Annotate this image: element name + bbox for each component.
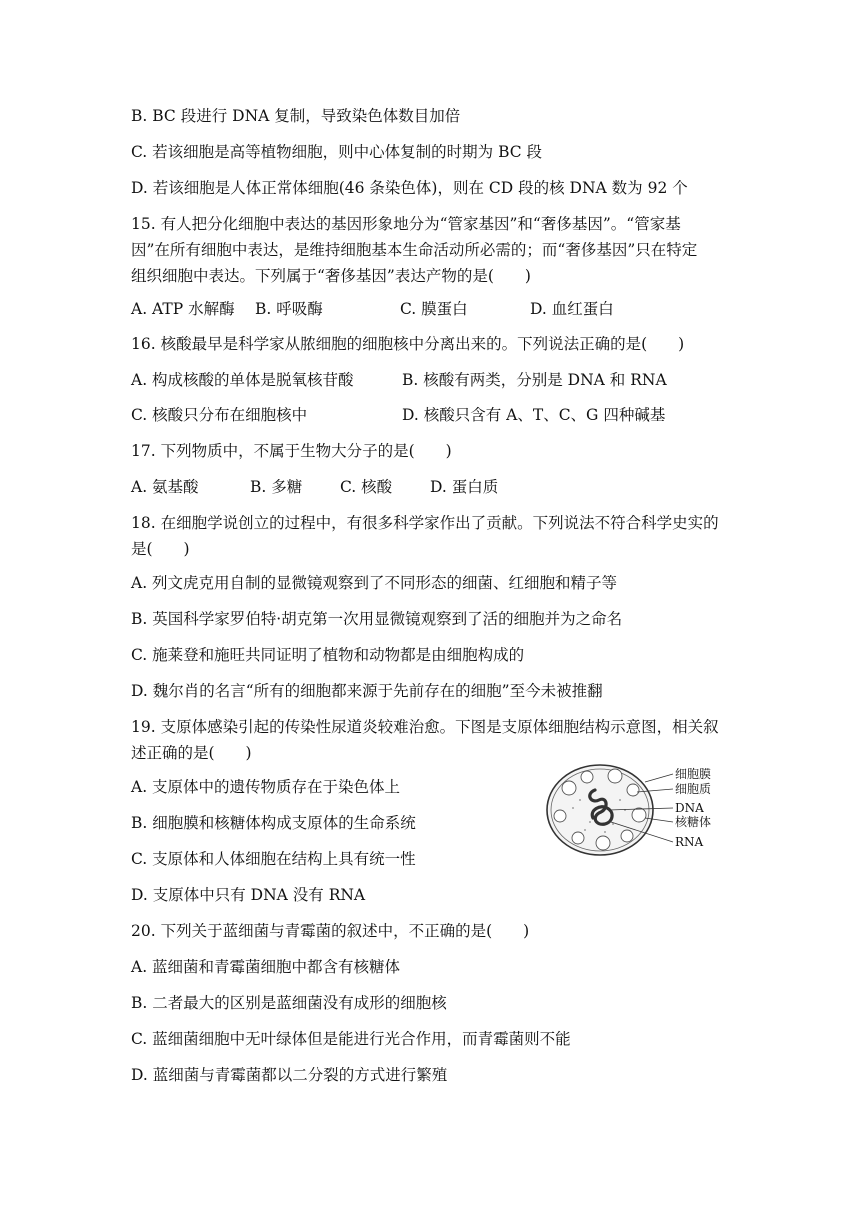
q15-option-b: B. 呼吸酶 <box>255 300 323 318</box>
q19-option-d: D. 支原体中只有 DNA 没有 RNA <box>131 886 366 904</box>
label-ribosome: 核糖体 <box>675 815 712 829</box>
q20-option-a: A. 蓝细菌和青霉菌细胞中都含有核糖体 <box>131 958 401 976</box>
q15-option-d: D. 血红蛋白 <box>530 300 614 318</box>
q15-stem-line1: 15. 有人把分化细胞中表达的基因形象地分为“管家基因”和“奢侈基因”。“管家基 <box>131 215 681 233</box>
q15-stem-line3: 组织细胞中表达。下列属于“奢侈基因”表达产物的是( ) <box>131 267 531 285</box>
q18-option-a: A. 列文虎克用自制的显微镜观察到了不同形态的细菌、红细胞和精子等 <box>131 574 618 592</box>
q18-stem-line2: 是( ) <box>131 540 190 558</box>
q15-option-a: A. ATP 水解酶 <box>131 300 235 318</box>
q20-stem: 20. 下列关于蓝细菌与青霉菌的叙述中，不正确的是( ) <box>131 922 530 940</box>
q16-option-a: A. 构成核酸的单体是脱氧核苷酸 <box>131 371 354 389</box>
q19-stem-line2: 述正确的是( ) <box>131 744 252 762</box>
q19-option-c: C. 支原体和人体细胞在结构上具有统一性 <box>131 850 416 868</box>
q16-option-b: B. 核酸有两类，分别是 DNA 和 RNA <box>402 371 667 389</box>
q17-option-c: C. 核酸 <box>340 478 393 496</box>
q19-option-b: B. 细胞膜和核糖体构成支原体的生命系统 <box>131 814 416 832</box>
q15-option-c: C. 膜蛋白 <box>400 300 468 318</box>
q16-option-d: D. 核酸只含有 A、T、C、G 四种碱基 <box>402 406 666 424</box>
q18-option-c: C. 施莱登和施旺共同证明了植物和动物都是由细胞构成的 <box>131 646 525 664</box>
q20-option-d: D. 蓝细菌与青霉菌都以二分裂的方式进行繁殖 <box>131 1066 448 1084</box>
q20-option-c: C. 蓝细菌细胞中无叶绿体但是能进行光合作用，而青霉菌则不能 <box>131 1030 571 1048</box>
q19-option-a: A. 支原体中的遗传物质存在于染色体上 <box>131 778 401 796</box>
q15-stem-line2: 因”在所有细胞中表达，是维持细胞基本生命活动所必需的；而“奢侈基因”只在特定 <box>131 241 698 259</box>
q17-option-b: B. 多糖 <box>250 478 303 496</box>
label-rna: RNA <box>675 835 704 849</box>
q14-option-d: D. 若该细胞是人体正常体细胞(46 条染色体)，则在 CD 段的核 DNA 数为 92 个 <box>131 179 688 197</box>
label-dna: DNA <box>675 801 704 815</box>
q19-stem-line1: 19. 支原体感染引起的传染性尿道炎较难治愈。下图是支原体细胞结构示意图，相关叙 <box>131 718 719 736</box>
q14-option-b: B. BC 段进行 DNA 复制，导致染色体数目加倍 <box>131 107 461 125</box>
q18-option-d: D. 魏尔肖的名言“所有的细胞都来源于先前存在的细胞”至今未被推翻 <box>131 682 603 700</box>
mycoplasma-diagram <box>545 760 745 860</box>
q17-option-a: A. 氨基酸 <box>131 478 199 496</box>
q18-stem-line1: 18. 在细胞学说创立的过程中，有很多科学家作出了贡献。下列说法不符合科学史实的 <box>131 514 719 532</box>
q16-option-c: C. 核酸只分布在细胞核中 <box>131 406 308 424</box>
q17-stem: 17. 下列物质中，不属于生物大分子的是( ) <box>131 442 452 460</box>
q20-option-b: B. 二者最大的区别是蓝细菌没有成形的细胞核 <box>131 994 447 1012</box>
q14-option-c: C. 若该细胞是高等植物细胞，则中心体复制的时期为 BC 段 <box>131 143 543 161</box>
q18-option-b: B. 英国科学家罗伯特·胡克第一次用显微镜观察到了活的细胞并为之命名 <box>131 610 623 628</box>
label-cell-membrane: 细胞膜 <box>675 767 712 781</box>
label-cytoplasm: 细胞质 <box>675 782 712 796</box>
q16-stem: 16. 核酸最早是科学家从脓细胞的细胞核中分离出来的。下列说法正确的是( ) <box>131 335 685 353</box>
q17-option-d: D. 蛋白质 <box>430 478 499 496</box>
